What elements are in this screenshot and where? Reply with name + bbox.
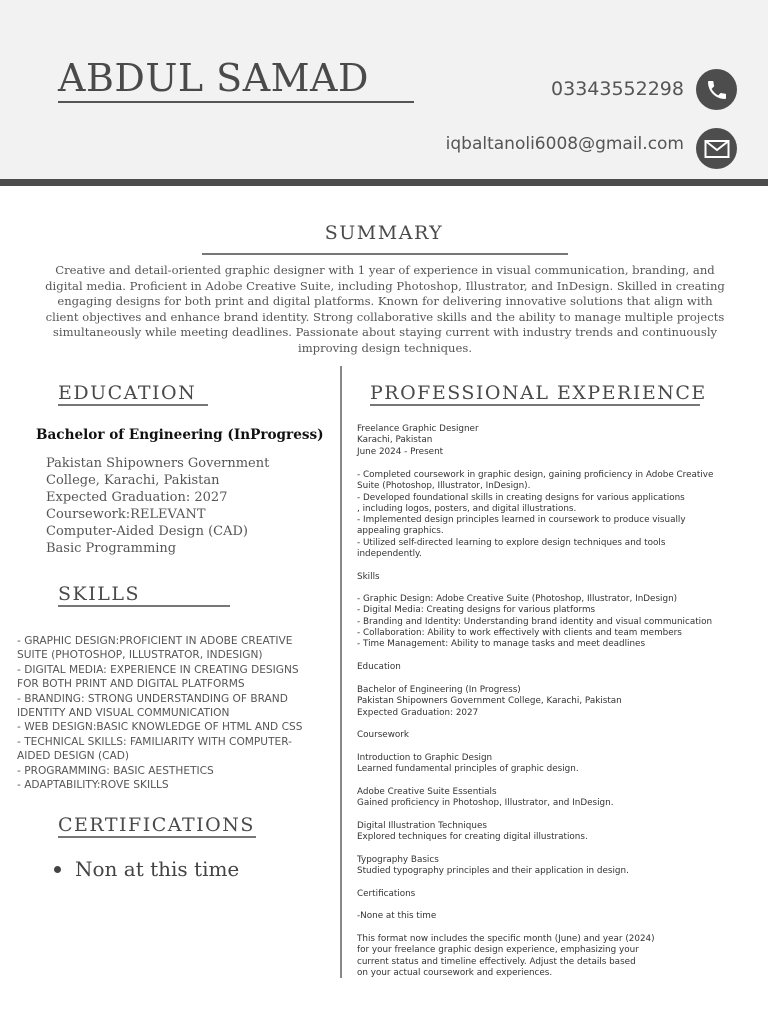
- email-address[interactable]: iqbaltanoli6008@gmail.com: [445, 134, 684, 154]
- certification-item: [54, 857, 239, 881]
- education-line: Expected Graduation: 2027: [46, 490, 228, 505]
- experience-line: - Collaboration: Ability to work effectively with clients and team members: [357, 627, 682, 638]
- skill-line: FOR BOTH PRINT AND DIGITAL PLATFORMS: [17, 678, 245, 691]
- summary-paragraph: Creative and detail-oriented graphic designer with 1 year of experience in visual communication, branding, and digital media. Proficient in Adobe Creative Suite, including Photoshop, Illustrator, and InDesign. Skilled in creating engaging designs for both print and digital platforms. Known for delivering innovative solutions that align with client objectives and enhance brand identity. Strong collaborative skills and the ability to manage multiple projects simultaneously while meeting deadlines. Passionate about staying current with industry trends and continuously improving design techniques.: [45, 263, 725, 355]
- header-divider-bar: [0, 179, 768, 186]
- summary-heading: SUMMARY: [324, 222, 444, 244]
- experience-duties: [357, 470, 713, 560]
- experience-line: - Developed foundational skills in creating designs for various applications: [357, 492, 685, 503]
- skill-line: SUITE (PHOTOSHOP, ILLUSTRATOR, INDESIGN): [17, 649, 263, 662]
- experience-course: [357, 787, 614, 810]
- skill-line: - DIGITAL MEDIA: EXPERIENCE IN CREATING DESIGNS: [17, 663, 299, 676]
- experience-line: current status and timeline effectively. Adjust the details based: [357, 956, 636, 967]
- experience-line: - Completed coursework in graphic design, gaining proficiency in Adobe Creative: [357, 470, 714, 480]
- skill-line: IDENTITY AND VISUAL COMMUNICATION: [17, 707, 230, 720]
- experience-underline: [370, 404, 700, 406]
- experience-line: for your freelance graphic design experience, emphasizing your: [357, 945, 639, 956]
- degree-title: Bachelor of Engineering (InProgress): [36, 427, 324, 443]
- experience-line: - Time Management: Ability to manage tasks and meet deadlines: [357, 639, 646, 650]
- experience-line: June 2024 - Present: [357, 446, 444, 457]
- envelope-icon-glyph: [704, 139, 730, 159]
- education-line: College, Karachi, Pakistan: [46, 473, 220, 488]
- education-line: Basic Programming: [46, 541, 177, 556]
- phone-number[interactable]: 03343552298: [551, 78, 684, 100]
- phone-icon-glyph: [705, 78, 729, 102]
- experience-coursework-label: [357, 730, 409, 741]
- experience-line: , including logos, posters, and digital illustrations.: [357, 503, 577, 514]
- experience-line: Adobe Creative Suite Essentials: [357, 787, 497, 797]
- education-line: Computer-Aided Design (CAD): [46, 524, 249, 539]
- experience-course: [357, 855, 629, 878]
- experience-line: appealing graphics.: [357, 526, 444, 537]
- experience-line: Digital Illustration Techniques: [357, 821, 487, 831]
- name-underline: [58, 101, 414, 103]
- experience-job: [357, 424, 479, 458]
- experience-line: - Branding and Identity: Understanding brand identity and visual communication: [357, 616, 713, 627]
- education-line: Pakistan Shipowners Government: [46, 456, 270, 471]
- skill-line: - PROGRAMMING: BASIC AESTHETICS: [17, 764, 214, 777]
- experience-line: - Utilized self-directed learning to explore design techniques and tools: [357, 537, 666, 548]
- experience-line: - Implemented design principles learned in coursework to produce visually: [357, 515, 686, 526]
- experience-line: Introduction to Graphic Design: [357, 753, 493, 763]
- summary-underline: [202, 253, 568, 255]
- experience-note: [357, 934, 655, 979]
- education-underline: [58, 404, 208, 406]
- experience-line: on your actual coursework and experiences.: [357, 967, 553, 978]
- skill-line: - GRAPHIC DESIGN:PROFICIENT IN ADOBE CREATIVE: [17, 635, 293, 647]
- experience-line: Coursework: [357, 730, 409, 740]
- education-heading: EDUCATION: [58, 382, 197, 404]
- skill-line: AIDED DESIGN (CAD): [17, 750, 130, 763]
- certifications-underline: [58, 836, 256, 838]
- experience-heading: PROFESSIONAL EXPERIENCE: [370, 382, 707, 404]
- experience-line: Studied typography principles and their application in design.: [357, 866, 629, 877]
- experience-skills-label: [357, 572, 380, 583]
- column-divider: [340, 366, 342, 978]
- experience-line: Karachi, Pakistan: [357, 435, 433, 446]
- experience-skills: [357, 594, 712, 650]
- candidate-name: ABDUL SAMAD: [58, 56, 369, 100]
- experience-line: Bachelor of Engineering (In Progress): [357, 685, 521, 695]
- envelope-icon: [696, 128, 737, 169]
- skill-line: - BRANDING: STRONG UNDERSTANDING OF BRAND: [17, 692, 288, 705]
- experience-line: Pakistan Shipowners Government College, Karachi, Pakistan: [357, 696, 622, 707]
- experience-line: This format now includes the specific month (June) and year (2024): [357, 934, 655, 944]
- experience-line: independently.: [357, 549, 422, 560]
- experience-line: Learned fundamental principles of graphic design.: [357, 764, 579, 775]
- experience-line: Certifications: [357, 889, 416, 899]
- experience-line: - Graphic Design: Adobe Creative Suite (Photoshop, Illustrator, InDesign): [357, 594, 678, 604]
- skills-list: [17, 634, 337, 792]
- skills-underline: [58, 605, 230, 607]
- certification-text: Non at this time: [75, 857, 240, 881]
- experience-certifications: [357, 911, 436, 922]
- experience-line: Education: [357, 662, 401, 672]
- certifications-heading: CERTIFICATIONS: [58, 814, 255, 836]
- skills-heading: SKILLS: [58, 583, 140, 605]
- experience-line: Skills: [357, 572, 380, 582]
- experience-certifications-label: [357, 889, 415, 900]
- experience-course: [357, 753, 579, 776]
- experience-line: Typography Basics: [357, 855, 439, 865]
- education-line: Coursework:RELEVANT: [46, 507, 206, 522]
- experience-line: Suite (Photoshop, Illustrator, InDesign).: [357, 481, 531, 492]
- experience-line: Expected Graduation: 2027: [357, 707, 479, 718]
- experience-line: - Digital Media: Creating designs for various platforms: [357, 605, 596, 616]
- experience-education: [357, 685, 622, 719]
- experience-line: -None at this time: [357, 911, 437, 921]
- skill-line: - ADAPTABILITY:ROVE SKILLS: [17, 779, 169, 792]
- experience-line: Gained proficiency in Photoshop, Illustrator, and InDesign.: [357, 798, 614, 809]
- skill-line: - TECHNICAL SKILLS: FAMILIARITY WITH COMPUTER-: [17, 735, 292, 748]
- bullet-icon: [54, 866, 61, 873]
- education-details: [46, 455, 269, 557]
- skill-line: - WEB DESIGN:BASIC KNOWLEDGE OF HTML AND CSS: [17, 721, 303, 734]
- experience-line: Explored techniques for creating digital illustrations.: [357, 832, 588, 843]
- experience-line: Freelance Graphic Designer: [357, 424, 479, 434]
- experience-course: [357, 821, 588, 844]
- phone-icon: [696, 69, 737, 110]
- experience-education-label: [357, 662, 401, 673]
